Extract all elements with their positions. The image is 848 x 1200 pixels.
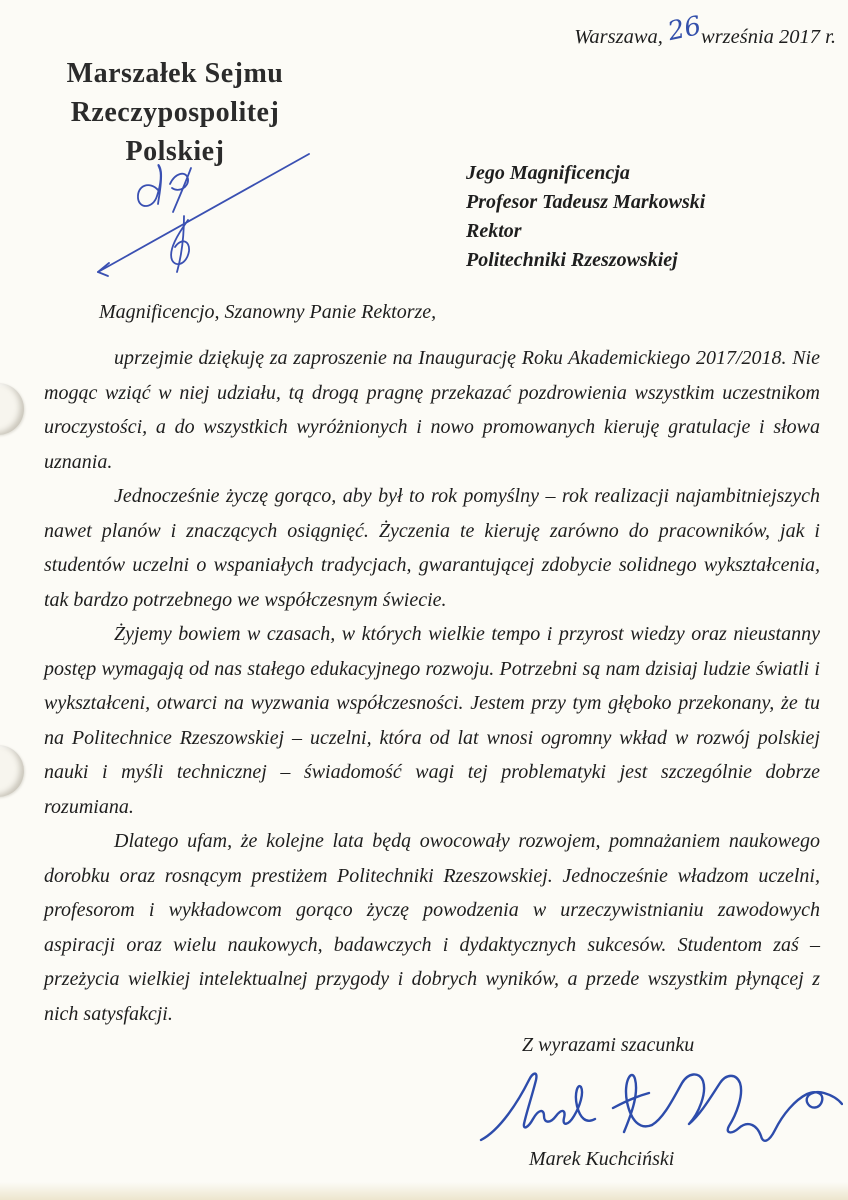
handwritten-paraph-icon <box>85 138 315 288</box>
sender-name: Marek Kuchciński <box>529 1148 675 1170</box>
paragraph-1: uprzejmie dziękuję za zaproszenie na Inaugurację Roku Akademickiego 2017/2018. Nie mogąc wziąć w niej udziału, tą drogą pragnę przekazać pozdrowienia wszystkim uczestnikom uroczystości, a do wszystkich wyróżnionych i nowo promowanych kieruję gratulacje i słowa uznania. <box>44 347 820 473</box>
punch-hole-artifact-top <box>0 383 24 435</box>
salutation: Magnificencjo, Szanowny Panie Rektorze, <box>99 301 437 323</box>
letter-body <box>44 341 820 1031</box>
paragraph-4: Dlatego ufam, że kolejne lata będą owocowały rozwojem, pomnażaniem naukowego dorobku oraz rosnącym prestiżem Politechniki Rzeszowskiej. Jednocześnie władzom uczelni, profesorom i wykładowcom gorąco życzę powodzenia w urzeczywistnianiu zawodowych aspiracji oraz wielu naukowych, badawczych i dydaktycznych sukcesów. Studentom zaś – przeżycia wielkiej intelektualnej przygody i dobrych wyników, a przede wszystkim płynącej z nich satysfakcji. <box>44 830 820 1025</box>
dateline-rest: września 2017 r. <box>701 26 836 48</box>
letterhead-line2: Rzeczypospolitej Polskiej <box>70 97 280 167</box>
valediction: Z wyrazami szacunku <box>522 1034 695 1056</box>
recipient-honorific: Jego Magnificencja <box>466 162 630 184</box>
recipient-institution: Politechniki Rzeszowskiej <box>466 249 678 271</box>
letterhead-line1: Marszałek Sejmu <box>66 58 284 89</box>
paragraph-3: Żyjemy bowiem w czasach, w których wielkie tempo i przyrost wiedzy oraz nieustanny postęp wymagają od nas stałego edukacyjnego rozwoju. Potrzebni są nam dzisiaj ludzie światli i wykształceni, otwarci na wyzwania współczesności. Jestem przy tym głęboko przekonany, że tu na Politechnice Rzeszowskiej – uczelni, która od lat wnosi ogromny wkład w rozwój polskiej nauki i myśli technicznej – świadomość wagi tej problematyki jest szczególnie dobrze rozumiana. <box>44 623 820 818</box>
dateline-city: Warszawa, <box>574 26 663 48</box>
handwritten-day: 26 <box>665 10 704 48</box>
paragraph-2: Jednocześnie życzę gorąco, aby był to rok pomyślny – rok realizacji najambitniejszych nawet planów i znaczących osiągnięć. Życzenia te kieruję zarówno do pracowników, jak i studentów uczelni o wspaniałych tradycjach, gwarantującej zdobycie solidnego wykształcenia, tak bardzo potrzebnego we współczesnym świecie. <box>44 485 820 611</box>
punch-hole-artifact-bottom <box>0 745 24 797</box>
recipient-title: Rektor <box>466 220 522 242</box>
dateline <box>574 10 836 50</box>
handwritten-signature-icon <box>478 1066 843 1154</box>
recipient-block <box>466 159 705 275</box>
recipient-name: Profesor Tadeusz Markowski <box>466 191 706 213</box>
